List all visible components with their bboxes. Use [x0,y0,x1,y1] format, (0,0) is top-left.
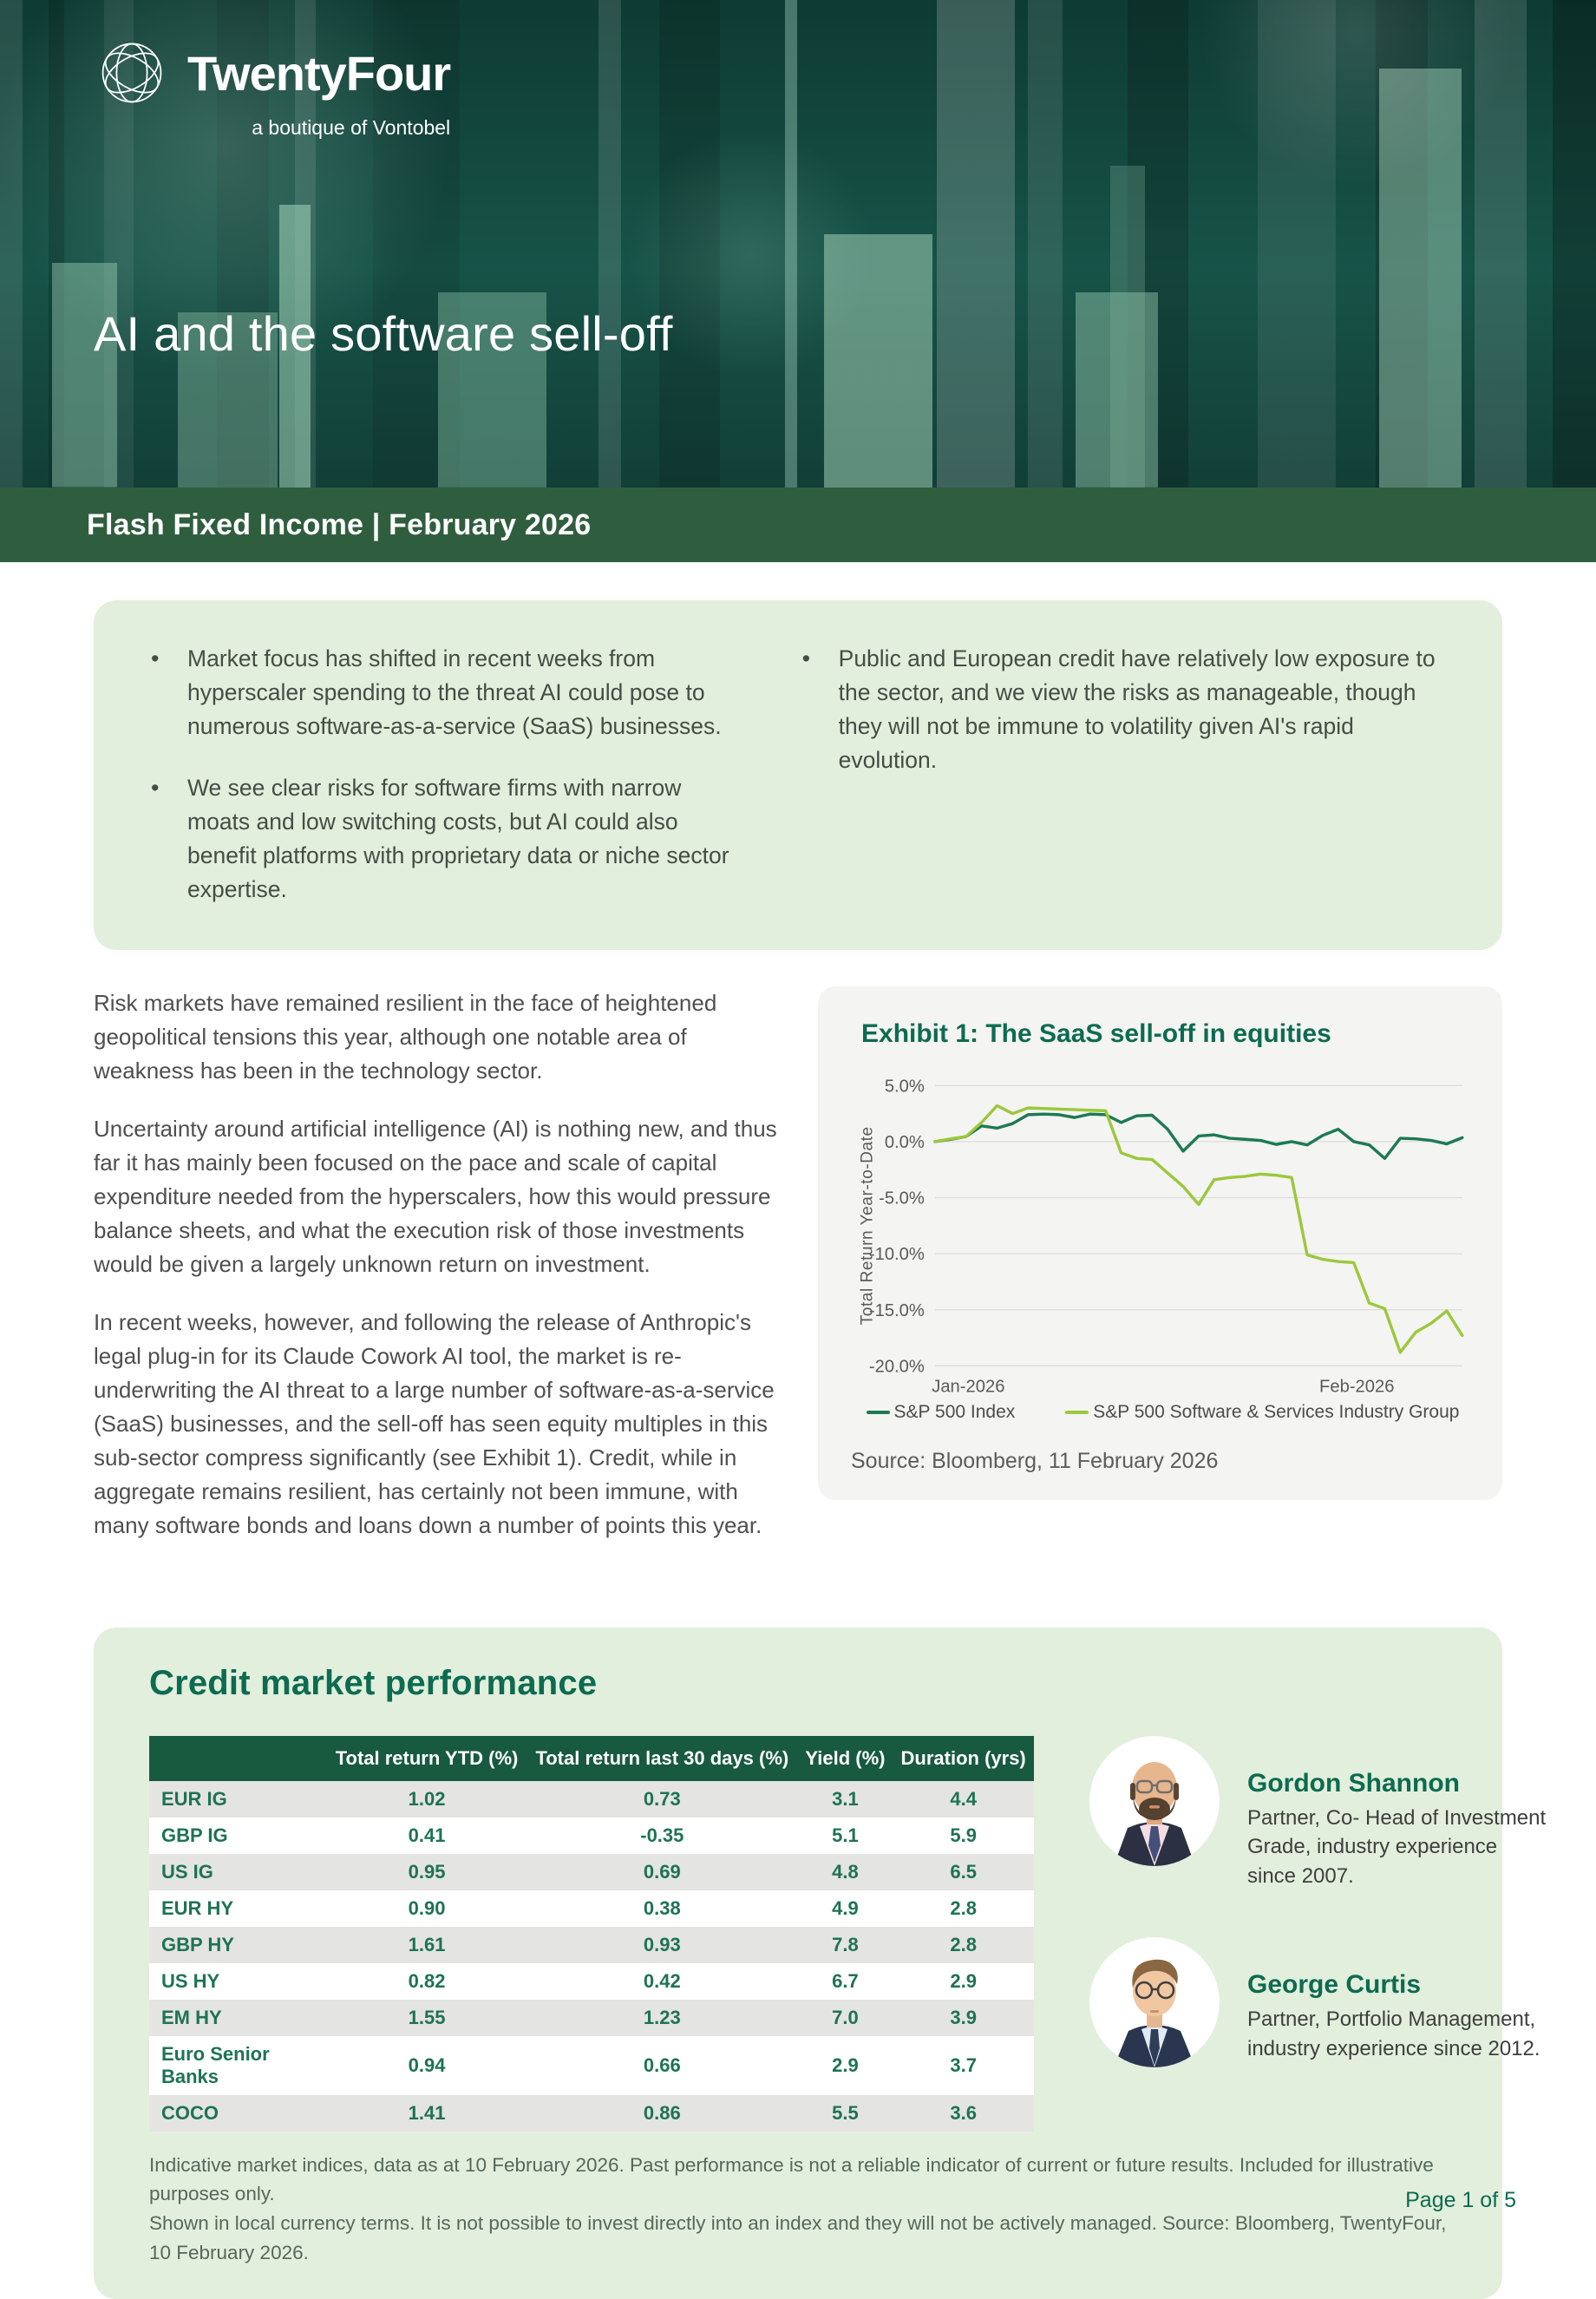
legend-label: S&P 500 Software & Services Industry Group [1093,1402,1460,1423]
value-cell: 1.02 [408,1787,446,1810]
index-label-cell: Euro Senior Banks [161,2042,270,2087]
chart-legend [847,1402,1478,1423]
value-cell: 3.6 [950,2101,977,2124]
index-label-cell: US IG [161,1860,213,1883]
table-footnote [149,2151,1447,2268]
author-bio: Partner, Co- Head of Investment Grade, industry experience since 2007. [1247,1805,1547,1888]
george-curtis-photo [1089,1937,1220,2067]
value-cell: 0.73 [643,1787,681,1810]
value-cell: 1.55 [408,2006,446,2028]
legend-item [1065,1402,1459,1423]
main-content-row [94,986,1502,1567]
gordon-shannon-photo [1089,1736,1220,1866]
summary-bullet: • Public and European credit have relatively low exposure to the sector, and we view the risks as manageable, though they will not be immune to volatility given AI's rapid evolution. [795,642,1447,777]
svg-text:-10.0%: -10.0% [868,1244,925,1264]
credit-title: Credit market performance [149,1663,598,1702]
table-row [149,1854,1034,1890]
legend-label: S&P 500 Index [893,1402,1016,1423]
value-cell: 0.66 [643,2053,681,2076]
value-cell: 0.95 [408,1860,446,1883]
value-cell: 1.41 [408,2101,446,2124]
value-cell: 0.82 [408,1969,446,1992]
value-cell: 2.9 [950,1969,977,1992]
series-banner [0,488,1596,562]
table-header-cell: Total return YTD (%) [327,1736,527,1781]
series-banner-text: Flash Fixed Income | February 2026 [87,508,592,541]
svg-text:-5.0%: -5.0% [879,1189,925,1208]
exhibit-card [818,986,1502,1501]
svg-text:Total Return Year-to-Date: Total Return Year-to-Date [858,1126,877,1325]
value-cell: 5.5 [832,2101,859,2124]
svg-text:5.0%: 5.0% [884,1077,925,1097]
value-cell: 5.1 [832,1824,859,1846]
svg-text:-20.0%: -20.0% [868,1357,925,1377]
value-cell: 0.41 [408,1824,446,1846]
value-cell: 4.8 [832,1860,859,1883]
chart-source: Source: Bloomberg, 11 February 2026 [851,1449,1219,1474]
page-number: Page 1 of 5 [1405,2188,1516,2212]
value-cell: 1.23 [643,2006,681,2028]
index-label-cell: EUR IG [161,1787,227,1810]
footnote-line: Indicative market indices, data as at 10 February 2026. Past performance is not a reliable indicator of current or future results. Included for illustrative purposes only. [149,2153,1434,2205]
value-cell: 0.86 [643,2101,681,2124]
summary-bullet: • We see clear risks for software firms with narrow moats and low switching costs, but AI could also benefit platforms with proprietary data or niche sector expertise. [144,771,747,907]
author-profiles [1089,1736,1551,2132]
table-row [149,2036,1034,2095]
svg-text:Feb-2026: Feb-2026 [1319,1377,1395,1397]
summary-bullet: • Market focus has shifted in recent weeks from hyperscaler spending to the threat AI could pose to numerous software-as-a-service (SaaS) businesses. [144,642,747,743]
table-header-cell [149,1736,327,1781]
value-cell: 5.9 [950,1824,977,1846]
index-label-cell: EUR HY [161,1896,234,1919]
value-cell: 0.93 [643,1933,681,1955]
value-cell: 6.5 [950,1860,977,1883]
table-header-cell: Yield (%) [798,1736,893,1781]
value-cell: 2.9 [832,2053,859,2076]
legend-item [867,1402,1016,1423]
value-cell: 2.8 [950,1933,977,1955]
index-label-cell: GBP HY [161,1933,234,1955]
brand-name: TwentyFour [187,45,451,101]
table-row [149,1781,1034,1818]
value-cell: 4.4 [950,1787,977,1810]
value-cell: 7.8 [832,1933,859,1955]
credit-performance-table [149,1736,1034,2132]
table-row [149,2095,1034,2132]
body-text [94,986,792,1567]
index-label-cell: GBP IG [161,1824,228,1846]
value-cell: 2.8 [950,1896,977,1919]
hero-banner [0,0,1596,488]
index-label-cell: US HY [161,1969,220,1992]
value-cell: 0.90 [408,1896,446,1919]
summary-card [94,600,1502,950]
value-cell: 1.61 [408,1933,446,1955]
svg-text:Jan-2026: Jan-2026 [932,1377,1005,1397]
paragraph: Risk markets have remained resilient in the face of heightened geopolitical tensions this year, although one notable area of weakness has been in the technology sector. [94,989,717,1084]
table-row [149,1963,1034,2000]
value-cell: 0.38 [643,1896,681,1919]
exhibit-title: Exhibit 1: The SaaS sell-off in equities [861,1019,1331,1048]
value-cell: 0.69 [643,1860,681,1883]
author-profile-gordon-shannon [1089,1736,1551,1891]
value-cell: 3.7 [950,2053,977,2076]
saas-selloff-line-chart [847,1061,1478,1401]
value-cell: 0.94 [408,2053,446,2076]
svg-text:-15.0%: -15.0% [868,1300,925,1320]
table-header-cell: Duration (yrs) [893,1736,1034,1781]
author-name: George Curtis [1247,1970,1422,2000]
table-row [149,1890,1034,1927]
table-header-cell: Total return last 30 days (%) [527,1736,797,1781]
svg-text:0.0%: 0.0% [884,1132,925,1152]
value-cell: -0.35 [640,1824,684,1846]
author-bio: Partner, Portfolio Management, industry experience since 2012. [1247,2008,1540,2061]
globe-logo-icon [94,35,170,111]
footnote-line: Shown in local currency terms. It is not possible to invest directly into an index and they will not be actively managed. Source: Bloomberg, TwentyFour, 10 February 2026. [149,2212,1447,2263]
legend-swatch [1065,1411,1089,1414]
value-cell: 3.9 [950,2006,977,2028]
author-name: Gordon Shannon [1247,1768,1460,1798]
author-profile-george-curtis [1089,1937,1551,2067]
brand-logo [94,35,450,140]
index-label-cell: COCO [161,2101,219,2124]
page-title: AI and the software sell-off [94,306,673,361]
value-cell: 6.7 [832,1969,859,1992]
brand-tagline: a boutique of Vontobel [252,116,451,139]
value-cell: 4.9 [832,1896,859,1919]
summary-bullets-left [144,642,747,907]
summary-bullets-right [795,642,1447,907]
credit-performance-card [94,1628,1547,2299]
legend-swatch [867,1411,890,1414]
index-label-cell: EM HY [161,2006,222,2028]
paragraph: Uncertainty around artificial intelligence (AI) is nothing new, and thus far it has mainly been focused on the pace and scale of capital expenditure needed from the hyperscalers, how this would pressure balance sheets, and what the execution risk of those investments would be given a largely unknown return on investment. [94,1115,777,1277]
paragraph: In recent weeks, however, and following the release of Anthropic's legal plug-in for its Claude Cowork AI tool, the market is re-underwriting the AI threat to a large number of software-as-a-service (SaaS) businesses, and the sell-off has seen equity multiples in this sub-sector compress significantly (see Exhibit 1). Credit, while in aggregate remains resilient, has certainly not been immune, with many software bonds and loans down a number of points this year. [94,1308,775,1538]
table-row [149,2000,1034,2036]
table-row [149,1818,1034,1854]
value-cell: 3.1 [832,1787,859,1810]
value-cell: 0.42 [643,1969,681,1992]
table-row [149,1927,1034,1963]
value-cell: 7.0 [832,2006,859,2028]
